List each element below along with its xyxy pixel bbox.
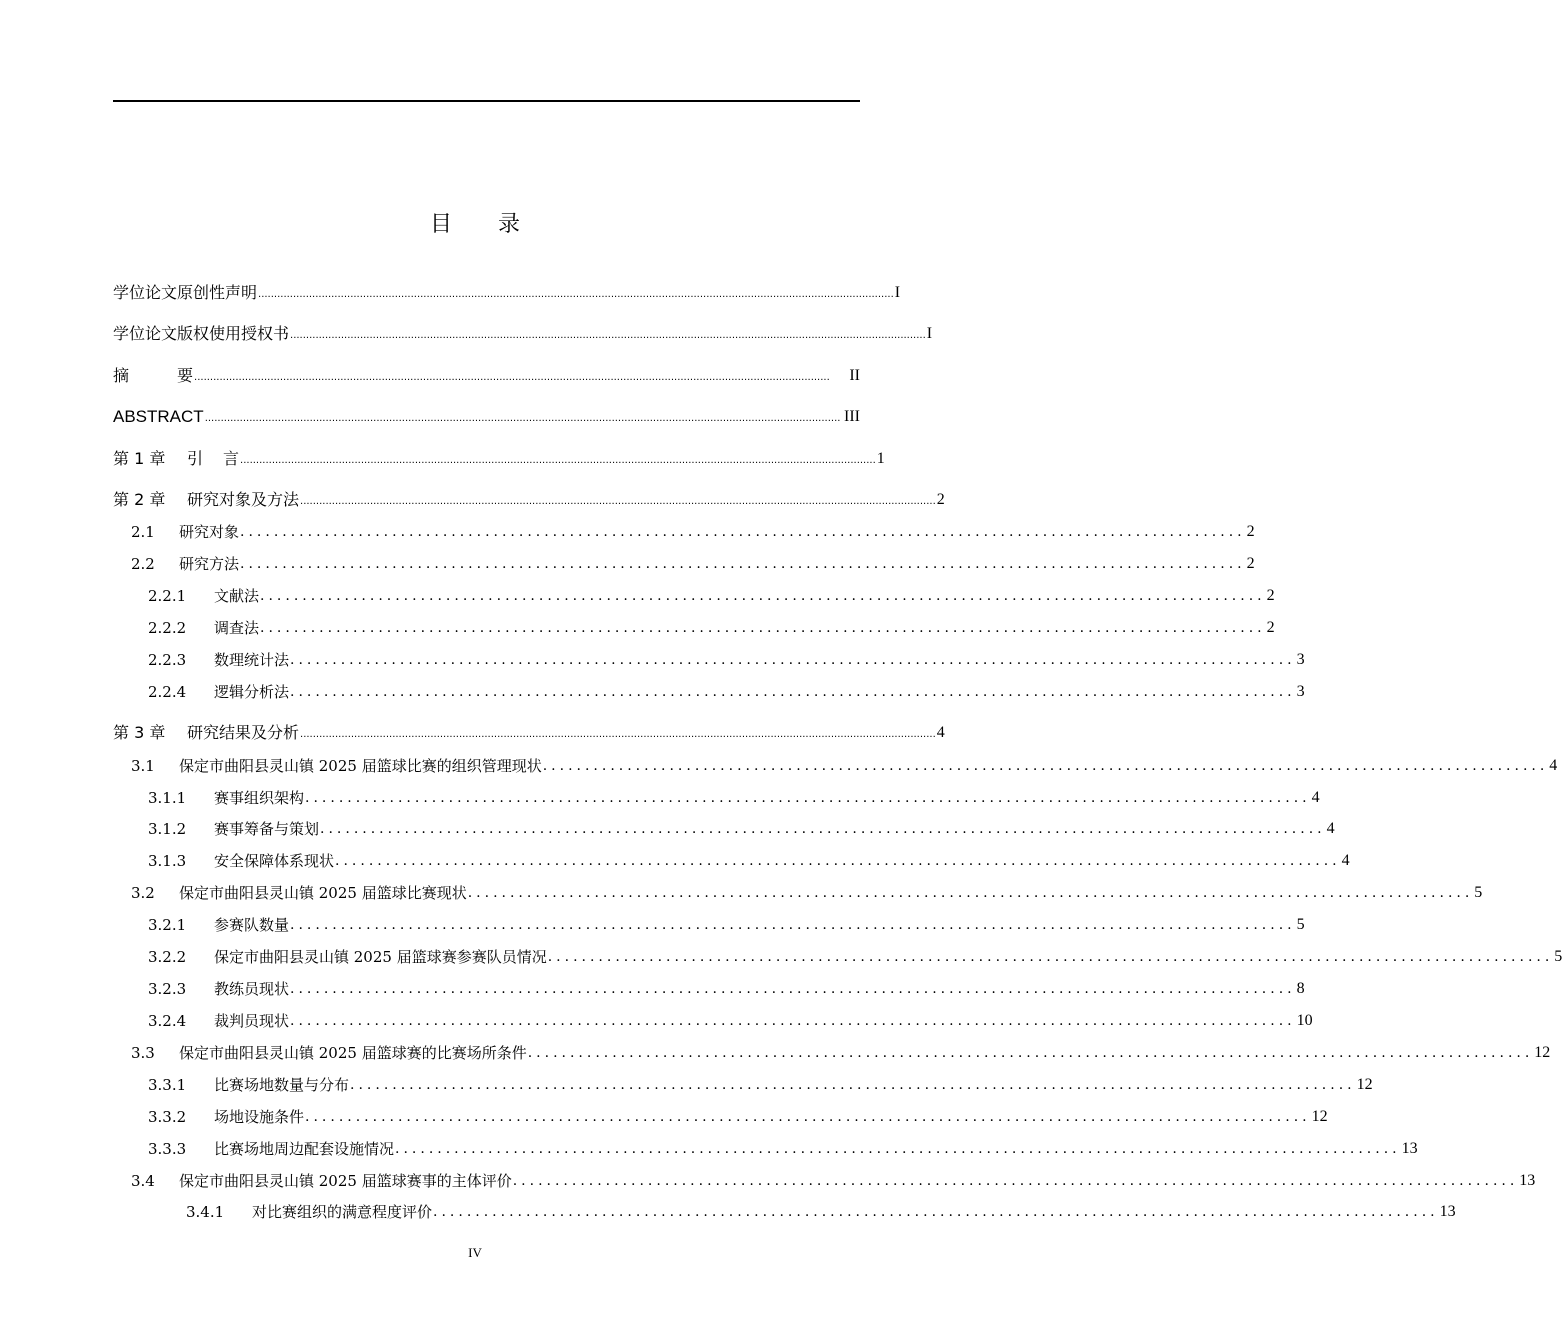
- toc-entry-3-1-1[interactable]: [148, 785, 1320, 809]
- toc-entry-label: [113, 489, 299, 511]
- toc-entry-3-2-1[interactable]: [148, 912, 1305, 936]
- subsection-title: 赛事组织架构: [214, 789, 305, 807]
- toc-entry-label: [148, 1074, 349, 1096]
- toc-entry-2-2[interactable]: [131, 551, 1255, 575]
- toc-entry-page: 3: [1296, 651, 1305, 668]
- toc-entry-3-1-2[interactable]: [148, 816, 1335, 840]
- toc-entry-label: [148, 649, 289, 671]
- chapter-number: 第 2 章: [113, 490, 166, 509]
- toc-entry-copyright[interactable]: [113, 321, 933, 345]
- toc-entry-page: 3: [1296, 683, 1305, 700]
- toc-entry-3-3-1[interactable]: [148, 1072, 1373, 1096]
- toc-entry-label: [113, 448, 239, 470]
- leader-dots: .......................................................................................................................: [305, 1109, 1311, 1125]
- section-number: 2.2: [131, 555, 155, 573]
- leader-dots: .......................................................................................................................: [547, 949, 1554, 965]
- toc-entry-page: 2: [1266, 587, 1275, 604]
- leader-dots: ........................................................................................................................................................................................................: [240, 455, 876, 466]
- toc-entry-label: 学位论文原创性声明: [113, 283, 258, 302]
- toc-entry-label: [131, 1042, 527, 1064]
- toc-entry-label: [148, 914, 289, 936]
- toc-entry-label: [186, 1201, 432, 1223]
- toc-entry-page: II: [849, 367, 860, 384]
- toc-entry-page: I: [894, 284, 901, 301]
- subsection-number: 2.2.3: [148, 651, 187, 669]
- toc-entry-page: III: [844, 408, 860, 425]
- toc-entry-3-1[interactable]: [131, 753, 1558, 777]
- toc-entry-label: ABSTRACT: [113, 407, 204, 426]
- subsection-number: 3.3.1: [148, 1076, 187, 1094]
- toc-entry-label: [131, 882, 467, 904]
- toc-entry-3-3[interactable]: [131, 1040, 1551, 1064]
- page-number: IV: [468, 1245, 482, 1260]
- toc-entry-3-1-3[interactable]: [148, 848, 1350, 872]
- toc-entry-label: [131, 755, 542, 777]
- toc-entry-label: [148, 1138, 394, 1160]
- leader-dots: .......................................................................................................................: [290, 917, 1296, 933]
- leader-dots: .......................................................................................................................: [260, 620, 1266, 636]
- toc-entry-page: 2: [1246, 523, 1255, 540]
- chapter-title: 研究结果及分析: [187, 723, 300, 742]
- leader-dots: .......................................................................................................................: [290, 652, 1296, 668]
- toc-entry-label: [113, 365, 193, 387]
- leader-dots: .......................................................................................................................: [467, 885, 1474, 901]
- toc-entry-page: 5: [1296, 916, 1305, 933]
- title-char-2: 录: [498, 212, 521, 237]
- leader-dots: ........................................................................................................................................................................................................: [194, 372, 830, 383]
- toc-entry-page: 13: [1519, 1172, 1536, 1189]
- section-number: 3.1: [131, 757, 155, 775]
- subsection-number: 3.1.2: [148, 820, 187, 838]
- subsection-title: 逻辑分析法: [214, 683, 290, 701]
- toc-entry-3-3-2[interactable]: [148, 1104, 1328, 1128]
- toc-entry-abstract-en[interactable]: [113, 404, 860, 428]
- toc-entry-page: I: [926, 325, 933, 342]
- toc-entry-label: [148, 850, 334, 872]
- leader-dots: .......................................................................................................................: [240, 524, 1246, 540]
- toc-entry-label: [131, 553, 239, 575]
- toc-entry-page: 13: [1401, 1140, 1418, 1157]
- toc-entry-chapter-3[interactable]: [113, 720, 945, 744]
- toc-entry-label: [148, 818, 319, 840]
- toc-entry-3-3-3[interactable]: [148, 1136, 1418, 1160]
- subsection-title: 赛事筹备与策划: [214, 820, 320, 838]
- toc-entry-page: 2: [1246, 555, 1255, 572]
- toc-entry-label: [148, 585, 259, 607]
- subsection-number: 3.2.1: [148, 916, 187, 934]
- chapter-number: 第 1 章: [113, 449, 166, 468]
- subsection-number: 3.1.3: [148, 852, 187, 870]
- subsection-title: 安全保障体系现状: [214, 852, 335, 870]
- toc-entry-label: [148, 681, 289, 703]
- subsection-title: 参赛队数量: [214, 916, 290, 934]
- toc-entry-label: [113, 722, 299, 744]
- leader-dots: ........................................................................................................................................................................................................: [300, 496, 936, 507]
- toc-entry-declaration[interactable]: [113, 280, 901, 304]
- leader-dots: .......................................................................................................................: [335, 853, 1341, 869]
- section-title: 保定市曲阳县灵山镇 2025 届篮球比赛现状: [179, 884, 467, 902]
- subsection-title: 数理统计法: [214, 651, 290, 669]
- toc-entry-page: 10: [1296, 1012, 1313, 1029]
- toc-entry-chapter-2[interactable]: [113, 487, 945, 511]
- subsection-title: 教练员现状: [214, 980, 290, 998]
- toc-entry-page: 5: [1554, 948, 1562, 965]
- header-rule: [113, 100, 860, 102]
- subsection-title: 调查法: [214, 619, 260, 637]
- subsection-number: 2.2.4: [148, 683, 187, 701]
- toc-entry-page: 13: [1439, 1203, 1456, 1220]
- toc-entry-label: [148, 1106, 304, 1128]
- toc-entry-label: [131, 1170, 512, 1192]
- page-title: [0, 210, 950, 240]
- subsection-title: 文献法: [214, 587, 260, 605]
- subsection-number: 3.2.2: [148, 948, 187, 966]
- subsection-number: 3.1.1: [148, 789, 187, 807]
- subsection-number: 3.2.4: [148, 1012, 187, 1030]
- leader-dots: ........................................................................................................................................................................................................: [258, 289, 894, 300]
- toc-entry-page: 12: [1311, 1108, 1328, 1125]
- label-part-b: 言: [223, 449, 240, 468]
- toc-entry-page: 4: [1311, 789, 1320, 806]
- chapter-title: 研究对象及方法: [187, 490, 300, 509]
- leader-dots: ........................................................................................................................................................................................................: [204, 413, 841, 424]
- title-char-1: 目: [429, 212, 452, 237]
- section-title: 保定市曲阳县灵山镇 2025 届篮球赛的比赛场所条件: [179, 1044, 527, 1062]
- subsection-title: 比赛场地数量与分布: [214, 1076, 350, 1094]
- section-number: 3.2: [131, 884, 155, 902]
- leader-dots: .......................................................................................................................: [290, 684, 1296, 700]
- toc-entry-label: [148, 787, 304, 809]
- chapter-number: 第 3 章: [113, 723, 166, 742]
- toc-entry-2-2-3[interactable]: [148, 647, 1305, 671]
- subsection-title: 场地设施条件: [214, 1108, 305, 1126]
- subsection-number: 3.3.2: [148, 1108, 187, 1126]
- toc-entry-page: 5: [1474, 884, 1483, 901]
- toc-entry-2-2-4[interactable]: [148, 679, 1305, 703]
- toc-entry-page: 4: [1326, 820, 1335, 837]
- leader-dots: .......................................................................................................................: [260, 588, 1266, 604]
- section-number: 2.1: [131, 523, 155, 541]
- leader-dots: ........................................................................................................................................................................................................: [300, 729, 936, 740]
- toc-entry-3-4[interactable]: [131, 1168, 1536, 1192]
- label-part-a: 引: [187, 449, 204, 468]
- toc-entry-3-2-3[interactable]: [148, 976, 1305, 1000]
- toc-entry-label: [148, 617, 259, 639]
- toc-entry-page: 1: [876, 450, 885, 467]
- label-part-b: 要: [177, 366, 194, 385]
- toc-entry-3-2-2[interactable]: [148, 944, 1562, 968]
- toc-entry-page: 12: [1356, 1076, 1373, 1093]
- subsection-number: 2.2.2: [148, 619, 187, 637]
- label-part-a: 摘: [113, 366, 130, 385]
- leader-dots: .......................................................................................................................: [395, 1141, 1401, 1157]
- section-title: 研究方法: [179, 555, 240, 573]
- toc-entry-chapter-1[interactable]: [113, 446, 885, 470]
- section-title: 保定市曲阳县灵山镇 2025 届篮球比赛的组织管理现状: [179, 757, 542, 775]
- toc-entry-label: 学位论文版权使用授权书: [113, 324, 290, 343]
- subsection-title: 比赛场地周边配套设施情况: [214, 1140, 395, 1158]
- subsection-title: 保定市曲阳县灵山镇 2025 届篮球赛参赛队员情况: [214, 948, 547, 966]
- toc-entry-page: 4: [1549, 757, 1558, 774]
- leader-dots: .......................................................................................................................: [433, 1204, 1439, 1220]
- toc-entry-page: 8: [1296, 980, 1305, 997]
- toc-entry-page: 2: [936, 491, 945, 508]
- toc-entry-page: 4: [936, 724, 945, 741]
- leader-dots: .......................................................................................................................: [305, 790, 1311, 806]
- leader-dots: .......................................................................................................................: [542, 758, 1549, 774]
- subsection-title: 裁判员现状: [214, 1012, 290, 1030]
- leader-dots: ........................................................................................................................................................................................................: [290, 330, 926, 341]
- toc-entry-page: 12: [1534, 1044, 1551, 1061]
- subsection-number: 2.2.1: [148, 587, 187, 605]
- leader-dots: .......................................................................................................................: [512, 1173, 1519, 1189]
- toc-entry-label: [148, 946, 547, 968]
- leader-dots: .......................................................................................................................: [240, 556, 1246, 572]
- toc-entry-3-2[interactable]: [131, 880, 1483, 904]
- leader-dots: .......................................................................................................................: [527, 1045, 1534, 1061]
- toc-entry-2-1[interactable]: [131, 519, 1255, 543]
- toc-entry-label: [131, 521, 239, 543]
- toc-entry-2-2-1[interactable]: [148, 583, 1275, 607]
- toc-entry-label: [148, 978, 289, 1000]
- section-number: 3.3: [131, 1044, 155, 1062]
- toc-entry-3-4-1[interactable]: [186, 1199, 1456, 1223]
- toc-entry-label: [148, 1010, 289, 1032]
- leader-dots: .......................................................................................................................: [290, 1013, 1296, 1029]
- toc-entry-abstract-cn[interactable]: [113, 363, 860, 387]
- subsection-number: 3.2.3: [148, 980, 187, 998]
- toc-entry-3-2-4[interactable]: [148, 1008, 1313, 1032]
- leader-dots: .......................................................................................................................: [350, 1077, 1356, 1093]
- toc-entry-page: 4: [1341, 852, 1350, 869]
- leader-dots: .......................................................................................................................: [320, 821, 1326, 837]
- section-title: 研究对象: [179, 523, 240, 541]
- toc-entry-2-2-2[interactable]: [148, 615, 1275, 639]
- section-number: 3.4: [131, 1172, 155, 1190]
- section-title: 保定市曲阳县灵山镇 2025 届篮球赛事的主体评价: [179, 1172, 512, 1190]
- toc-entry-page: 2: [1266, 619, 1275, 636]
- subsection-title: 对比赛组织的满意程度评价: [252, 1203, 433, 1221]
- subsection-number: 3.3.3: [148, 1140, 187, 1158]
- leader-dots: .......................................................................................................................: [290, 981, 1296, 997]
- subsection-number: 3.4.1: [186, 1203, 225, 1221]
